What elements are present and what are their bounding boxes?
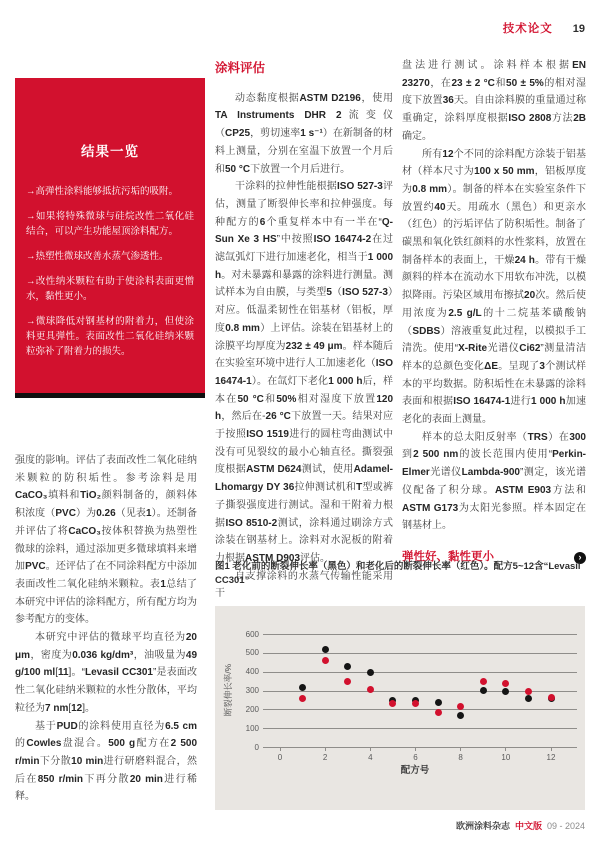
results-list-item: →改性纳米颗粒有助于使涂料表面更憎水，黏性更小。 [26, 276, 194, 302]
figure1-scatter-chart [215, 606, 585, 810]
data-point-after-aging [412, 700, 419, 707]
page-header [503, 20, 585, 36]
footer-edition: 中文版 [514, 821, 542, 831]
page-footer [456, 819, 585, 832]
figure-caption: 图1 老化前的断裂伸长率（黑色）和老化后的断裂伸长率（红色）。配方5~12含“Levasil CC301” [215, 561, 581, 587]
right-text-column [402, 57, 586, 567]
data-point-before-aging [435, 699, 442, 706]
data-point-after-aging [299, 695, 306, 702]
chart-x-tick [280, 747, 281, 751]
results-list-item: →如果将特殊微球与硅烷改性二氧化硅结合，可以产生功能屋顶涂料配方。 [26, 211, 194, 237]
header-page-number: 19 [572, 23, 585, 35]
paragraph: 自支撑涂料的水蒸气传输性能采用干 [215, 570, 393, 600]
data-point-before-aging [322, 646, 329, 653]
chart-x-tick-label: 4 [368, 753, 373, 762]
chart-y-tick-label: 0 [254, 742, 259, 752]
chart-y-tick-label: 300 [245, 686, 259, 695]
data-point-after-aging [344, 678, 351, 685]
right-column-paragraphs [402, 57, 586, 535]
paragraph: 盘法进行测试。涂料样本根据EN 23270，在23 ± 2 °C和50 ± 5%的相对湿度下放置36天。自由涂料膜的重量通过称重确定，涂料厚度根据ISO 2808方法2B确定。 [402, 60, 587, 142]
chart-x-tick-label: 6 [413, 753, 418, 762]
chart-y-tick-label: 600 [245, 629, 259, 639]
chart-gridline [263, 653, 577, 654]
chart-x-tick-label: 10 [501, 753, 511, 762]
chart-x-tick [325, 747, 326, 751]
results-list-item: →微球降低对钢基材的附着力，但使涂料更具弹性。表面改性二氧化硅纳米颗粒弥补了附着力的损失。 [26, 316, 194, 357]
results-list-item: →高弹性涂料能够抵抗污垢的吸附。 [26, 186, 179, 197]
chart-gridline [263, 709, 577, 710]
data-point-after-aging [525, 688, 532, 695]
paragraph: 动态黏度根据ASTM D2196，使用TA Instruments DHR 2流变仪（CP25，剪切速率1 s⁻¹）在新制备的材料上测量，分别在室温下放置一个月后和50 °C下放置一个月后进行。 [215, 92, 394, 175]
middle-text-column [215, 60, 393, 603]
chart-x-tick [551, 747, 552, 751]
chart-gridline [263, 634, 577, 635]
paragraph: 样本的总太阳反射率（TRS）在300到2 500 nm的波长范围内使用“Perkin-Elmer光谱仪Lambda-900”测定，该光谱仪配备了积分球。ASTM E903方法和ASTM G173为太阳光参照。样本固定在钢基材上。 [402, 431, 587, 532]
footer-journal-name: 欧洲涂料杂志 [455, 821, 510, 831]
data-point-after-aging [548, 694, 555, 701]
data-point-before-aging [525, 695, 532, 702]
chart-x-tick [505, 747, 506, 751]
chart-x-tick [460, 747, 461, 751]
chart-gridline [263, 747, 577, 748]
paragraph: 基于PUD的涂料使用直径为6.5 cm的Cowles盘混合。500 g配方在2 500 r/min下分散10 min进行研磨料混合，然后在850 r/min下再分散20 min进行稀释。 [15, 720, 198, 803]
chart-x-tick-label: 0 [277, 753, 283, 762]
data-point-before-aging [480, 687, 487, 694]
chart-x-tick-label: 2 [322, 753, 328, 762]
chart-y-tick-label: 200 [245, 704, 259, 714]
chart-x-tick-label: 12 [546, 753, 556, 762]
middle-column-paragraphs [215, 90, 393, 603]
chart-y-tick-label: 400 [245, 667, 259, 677]
data-point-after-aging [502, 680, 509, 687]
chart-x-tick [370, 747, 371, 751]
data-point-before-aging [367, 669, 374, 676]
data-point-before-aging [344, 663, 351, 670]
chart-y-tick-label: 100 [245, 723, 259, 733]
continue-arrow-icon: › [574, 552, 586, 564]
results-box-title: 结果一览 [81, 144, 139, 159]
paragraph: 本研究中评估的微球平均直径为20 μm，密度为0.036 kg/dm³，油吸量为49 g/100 ml[11]。“Levasil CC301”是表面改性二氧化硅纳米颗粒的水性分散体，平均粒径为7 nm[12]。 [15, 632, 198, 714]
data-point-after-aging [435, 709, 442, 716]
chart-gridline [263, 728, 577, 729]
chart-y-axis-label: 断裂伸长率/% [223, 663, 233, 717]
chart-x-tick [415, 747, 416, 751]
section-heading-coating-evaluation: 涂料评估 [215, 61, 266, 75]
data-point-after-aging [367, 686, 374, 693]
section-heading-elasticity: 弹性好、黏性更小 [402, 550, 494, 563]
data-point-before-aging [457, 712, 464, 719]
header-section-label: 技术论文 [502, 23, 553, 35]
chart-gridline [263, 672, 577, 673]
results-list-item: →热塑性微球改善水蒸气渗透性。 [26, 251, 169, 262]
results-summary-box [15, 78, 205, 398]
data-point-after-aging [389, 700, 396, 707]
paragraph: 所有12个不同的涂料配方涂装于铝基材（样本尺寸为100 x 50 mm，铝板厚度为0.8 mm）。制备的样本在实验室条件下放置约40天。用疏水（黑色）和更亲水（红色）的污垢评估了防积垢性。制备了碳黑和氧化铁红颜料的水性浆料，放置在制备样本的表面上，干燥24 h。带有干燥颜料的样本在流动水下用软布冲洗，以模拟降雨。污染区域用布擦拭20次。然后使用浓度为2.5 g/L的十二烷基苯磺酸钠（SDBS）溶液重复此过程，以模拟手工清洗。使用“X-Rite光谱仪Ci62”测量清洁样本的总颜色变化ΔE。呈现了3个测试样本的平均数据。防积垢性在未暴露的涂料表面和根据ISO 16474-1进行1 000 h加速老化的表面上测量。 [402, 148, 587, 426]
footer-issue: 09 - 2024 [546, 821, 585, 831]
data-point-after-aging [322, 657, 329, 664]
chart-x-tick-label: 8 [458, 753, 463, 762]
results-list [26, 184, 194, 359]
data-point-after-aging [480, 678, 487, 685]
left-text-column [15, 452, 197, 806]
chart-x-axis-label: 配方号 [400, 765, 430, 776]
paragraph: 干涂料的拉伸性能根据ISO 527-3评估，测量了断裂伸长率和拉伸强度。每种配方的6个重复样本中有一半在“Q-Sun Xe 3 HS”中按照ISO 16474-2在过滤氙弧灯下进行加速老化，相当于1 000 h。对未暴露和暴露的涂料进行测量。测试样本为自由膜，与类型5（ISO 527-3）对应。低温柔韧性在铝基材（铝板，厚度0.8 mm）上评估。涂装在铝基材上的涂膜平均厚度为232 ± 49 μm。样本随后在实验室环境中进行人工加速老化（ISO 16474-1）。在氙灯下老化1 000 h后，样本在50 °C和50%相对湿度下放置120 h，然后在-26 °C下放置一天。结果对应于按照ISO 1519进行的圆柱弯曲测试中没有可见裂纹的最小心轴直径。撕裂强度根据ASTM D624测试，使用Adamel-Lhomargy DY 36拉伸测试机和T型或裤子撕裂强度进行测试。湿和干附着力根据ISO 8510-2测试，涂料通过刷涂方式涂装在钢基材上。涂料对水泥板的附着力根据ASTM D903评估。 [215, 181, 394, 564]
chart-y-tick-label: 500 [245, 648, 259, 658]
data-point-before-aging [502, 688, 509, 695]
paragraph: 强度的影响。评估了表面改性二氧化硅纳米颗粒的防积垢性。参考涂料是用CaCO₃填料和TiO₂颜料制备的，颜料体积浓度（PVC）为0.26（见表1）。还制备并评估了将CaCO₃按体积替换为热塑性微球的涂料，通过添加更多微球填料来增加PVC。还评估了在不同涂料配方中添加表面改性二氧化硅纳米颗粒。表1总结了本研究中评估的涂料配方，所有配方均为参考配方的变体。 [15, 455, 198, 626]
